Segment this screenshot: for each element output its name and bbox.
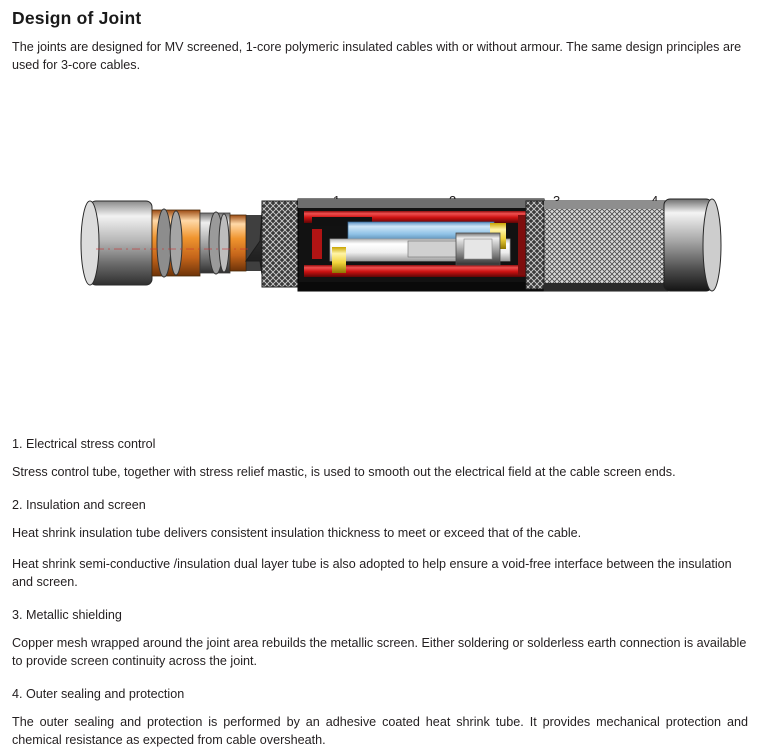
section-heading-2: 2. Insulation and screen [12, 497, 146, 512]
cable-joint-cutaway-svg [12, 89, 748, 319]
right-cable-end [664, 199, 721, 291]
copper-mesh-left [262, 201, 298, 287]
section-heading-4: 4. Outer sealing and protection [12, 686, 185, 701]
section-paragraph-4-1: The outer sealing and protection is performed by an adhesive coated heat shrink tube. It provides mechanical protection and chemical resistance as expected from cable oversheath. [12, 715, 748, 748]
section-paragraph-2-1: Heat shrink insulation tube delivers consistent insulation thickness to meet or exceed that of the cable. [12, 526, 582, 541]
page-title: Design of Joint [12, 8, 142, 28]
joint-assembly [81, 199, 721, 291]
outer-protection-tube [544, 201, 668, 291]
section-paragraph-1-1: Stress control tube, together with stress relief mastic, is used to smooth out the electrical field at the cable screen ends. [12, 465, 676, 480]
left-cable-end [81, 201, 152, 285]
section-heading-3: 3. Metallic shielding [12, 607, 122, 622]
section-heading-1: 1. Electrical stress control [12, 436, 156, 451]
page [0, 8, 757, 748]
body-text [12, 436, 748, 750]
section-paragraph-3-1: Copper mesh wrapped around the joint area rebuilds the metallic screen. Either soldering or solderless earth connection is available to provide screen continuity across the joint. [12, 636, 747, 669]
cable-joint-figure [12, 89, 748, 319]
intro-paragraph: The joints are designed for MV screened, 1-core polymeric insulated cables with or without armour. The same design principles are used for 3-core cables. [12, 40, 742, 72]
joint-core-layers [298, 199, 544, 291]
section-paragraph-2-2: Heat shrink semi-conductive /insulation dual layer tube is also adopted to help ensure a void-free interface between the insulation and screen. [12, 557, 732, 590]
